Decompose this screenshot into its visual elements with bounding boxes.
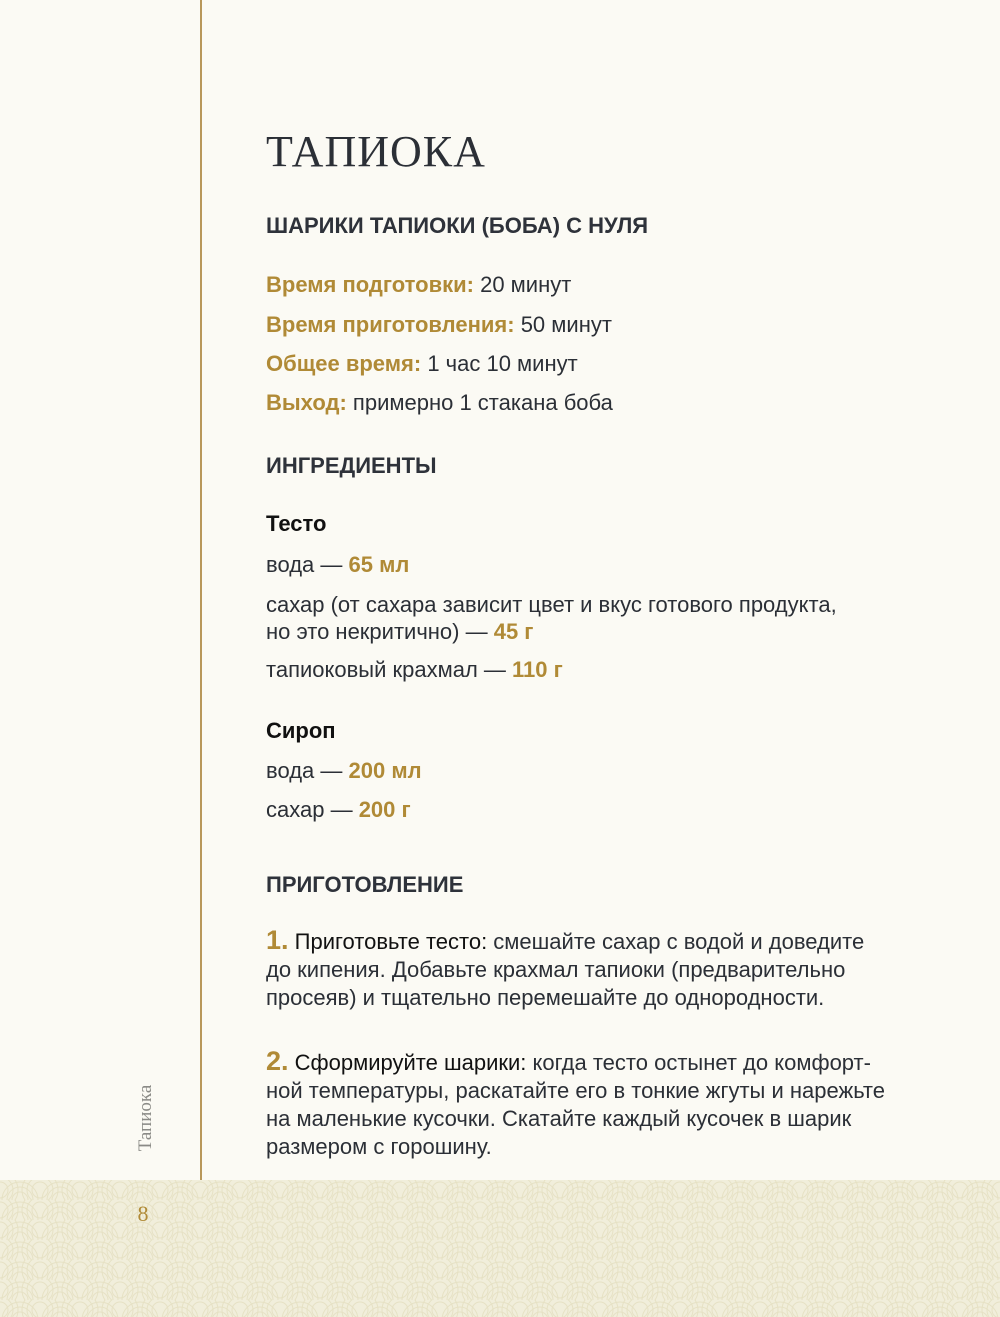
ingredient-name: вода — [266,758,349,783]
ingredient-name: сахар — [266,797,359,822]
ingredient-name: сахар (от сахара зависит цвет и вкус готового продукта, [266,592,837,617]
method-heading: ПРИГОТОВЛЕНИЕ [266,872,464,897]
cook-time-value: 50 минут [514,312,612,337]
step-label: Приготовьте тесто: [288,929,488,954]
yield-value: примерно 1 стакана боба [346,390,613,415]
ingredients-heading: ИНГРЕДИЕНТЫ [266,453,437,478]
yield-label: Выход: [266,390,347,415]
running-title: Тапиока [135,1084,156,1152]
prep-time [266,271,571,299]
ingredient-name-cont: но это некритично) — [266,619,494,644]
cook-time-label: Время приготовления: [266,312,515,337]
cook-time [266,311,612,339]
ingredient-item [266,796,906,823]
total-time-value: 1 час 10 минут [421,351,578,376]
step-text: смешайте сахар с водой и доведите [487,929,865,954]
ingredient-name: тапиоковый крахмал — [266,657,513,682]
ingredient-amount: 110 г [512,657,563,682]
ingredient-amount: 200 мл [348,758,422,783]
dough-heading: Тесто [266,511,327,536]
prep-time-value: 20 минут [473,272,572,297]
total-time [266,350,578,378]
ingredient-item [266,757,906,784]
step-text: на маленькие кусочки. Скатайте каждый кусочек в шарик [266,1106,852,1131]
footer-pattern [0,1180,1000,1317]
recipe-subtitle: ШАРИКИ ТАПИОКИ (БОБА) С НУЛЯ [266,213,649,238]
page-title: ТАПИОКА [266,127,486,176]
yield [266,389,613,417]
ingredient-name: вода — [266,552,349,577]
ingredient-item [266,551,906,578]
step-text: просеяв) и тщательно перемешайте до однородности. [266,985,825,1010]
prep-time-label: Время подготовки: [266,272,474,297]
step-number: 2. [266,1046,289,1076]
step-text: до кипения. Добавьте крахмал тапиоки (предварительно [266,957,846,982]
margin-rule [200,0,202,1180]
ingredient-item [266,656,906,683]
step-1 [266,926,916,1012]
step-text: размером с горошину. [266,1134,492,1159]
total-time-label: Общее время: [266,351,422,376]
syrup-heading: Сироп [266,718,336,743]
step-number: 1. [266,925,289,955]
ingredient-item [266,591,906,645]
step-2 [266,1047,916,1161]
step-label: Сформируйте шарики: [288,1050,527,1075]
ingredient-amount: 45 г [493,619,534,644]
ingredient-amount: 200 г [358,797,411,822]
ingredient-amount: 65 мл [348,552,410,577]
step-text: когда тесто остынет до комфорт- [526,1050,871,1075]
step-text: ной температуры, раскатайте его в тонкие жгуты и нарежьте [266,1078,885,1103]
page-number: 8 [137,1201,149,1226]
